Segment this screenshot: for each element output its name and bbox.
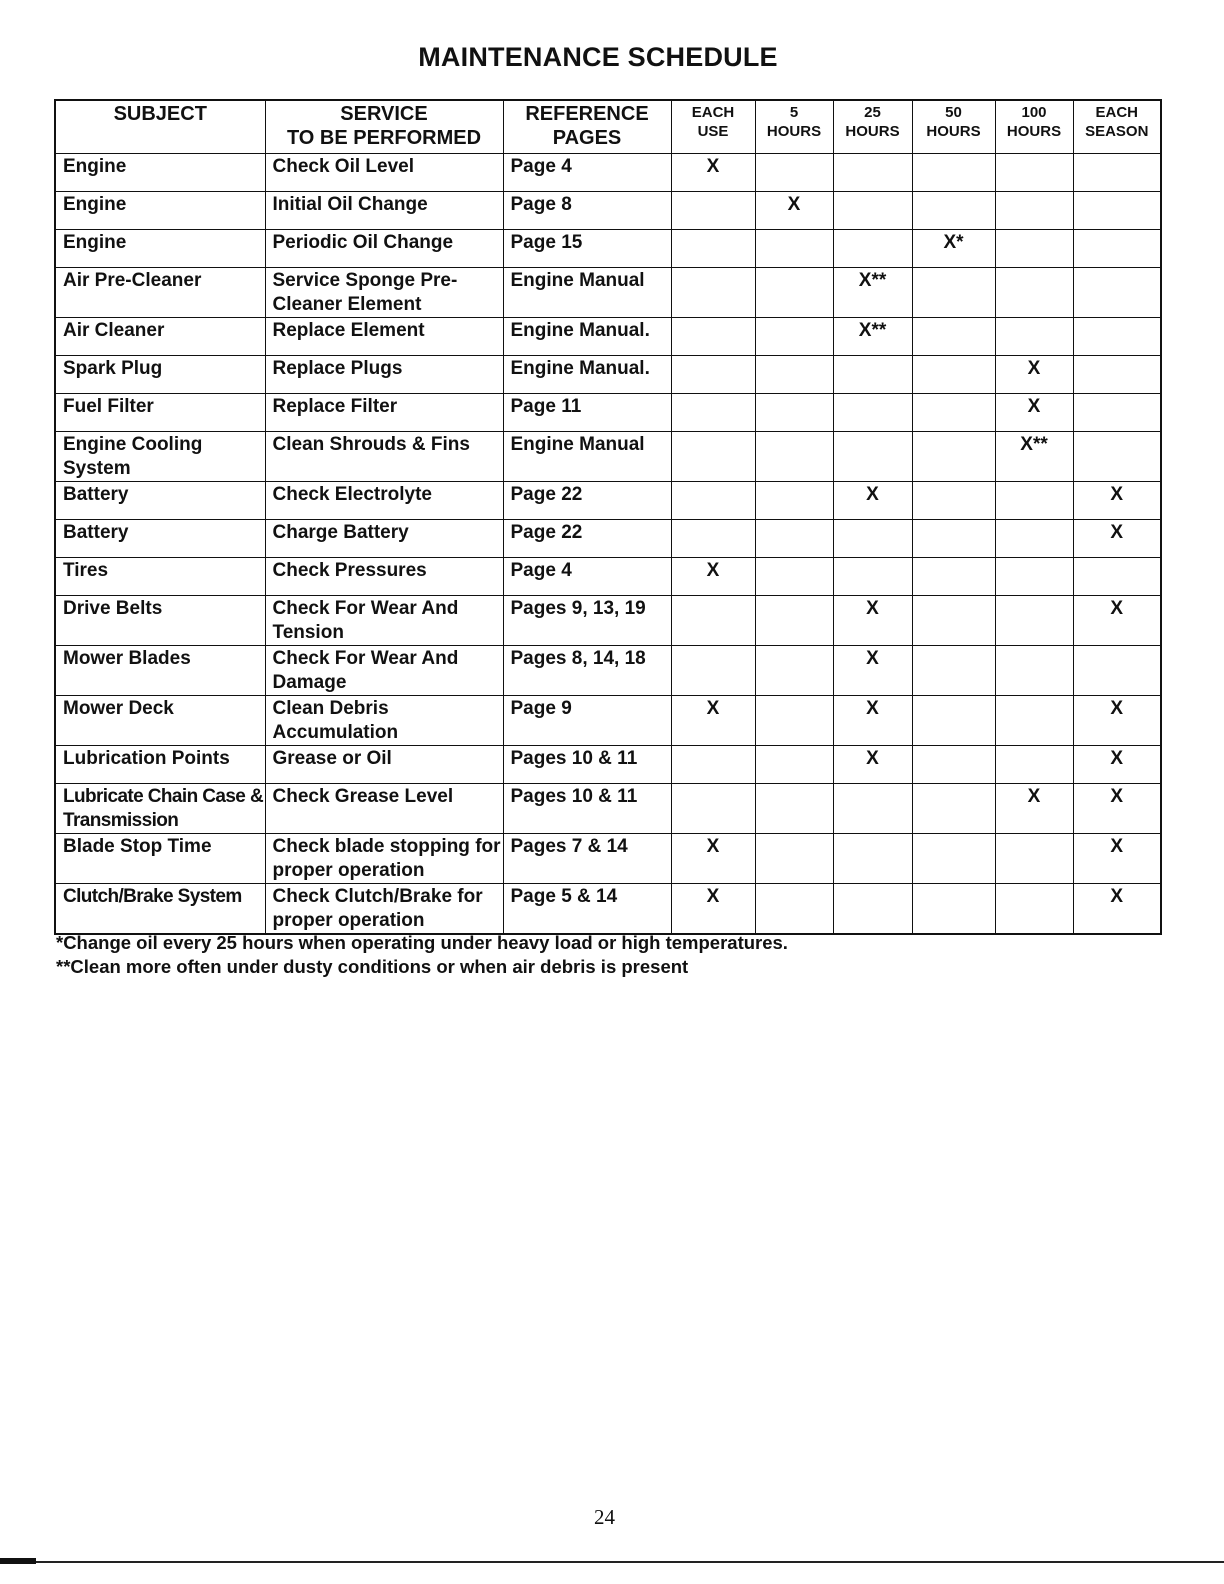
cell-h50 xyxy=(912,318,995,356)
cell-h100: X xyxy=(995,784,1073,834)
cell-h50 xyxy=(912,520,995,558)
cell-subject: Air Cleaner xyxy=(55,318,265,356)
cell-reference: Page 5 & 14 xyxy=(503,884,671,935)
cell-each-use xyxy=(671,596,755,646)
cell-each-use xyxy=(671,230,755,268)
cell-each-use xyxy=(671,356,755,394)
cell-h5: X xyxy=(755,192,833,230)
cell-h25 xyxy=(833,154,912,192)
header-25-hours-line1: 25 xyxy=(864,104,881,121)
table-row xyxy=(55,154,1161,192)
table-row xyxy=(55,596,1161,646)
table-row xyxy=(55,268,1161,318)
cell-h50 xyxy=(912,784,995,834)
cell-h50 xyxy=(912,558,995,596)
header-100-hours-line1: 100 xyxy=(1021,104,1047,121)
cell-service: Grease or Oil xyxy=(265,746,503,784)
cell-each-season xyxy=(1073,432,1161,482)
cell-h25: X xyxy=(833,596,912,646)
header-5-hours-line2: HOURS xyxy=(766,123,822,140)
header-50-hours xyxy=(912,100,995,154)
table-row xyxy=(55,696,1161,746)
cell-h25 xyxy=(833,432,912,482)
cell-h100 xyxy=(995,596,1073,646)
cell-reference: Engine Manual xyxy=(503,268,671,318)
cell-service: Check Pressures xyxy=(265,558,503,596)
cell-subject: Spark Plug xyxy=(55,356,265,394)
table-row xyxy=(55,784,1161,834)
header-service-line2: TO BE PERFORMED xyxy=(286,127,482,149)
cell-each-use xyxy=(671,192,755,230)
table-row xyxy=(55,356,1161,394)
table-row xyxy=(55,520,1161,558)
cell-h100 xyxy=(995,192,1073,230)
cell-each-use: X xyxy=(671,884,755,935)
table-row xyxy=(55,318,1161,356)
table-row xyxy=(55,646,1161,696)
cell-reference: Pages 10 & 11 xyxy=(503,784,671,834)
cell-reference: Page 4 xyxy=(503,558,671,596)
header-reference-line2: PAGES xyxy=(552,127,622,149)
footnote-dusty-conditions: **Clean more often under dusty conditions or when air debris is present xyxy=(56,956,689,977)
cell-h100 xyxy=(995,834,1073,884)
cell-service: Clean Debris Accumulation xyxy=(265,696,503,746)
cell-h25 xyxy=(833,834,912,884)
cell-each-season: X xyxy=(1073,784,1161,834)
cell-h50 xyxy=(912,884,995,935)
cell-h100 xyxy=(995,646,1073,696)
header-each-use-line1: EACH xyxy=(691,104,735,121)
cell-h25: X xyxy=(833,696,912,746)
cell-h50 xyxy=(912,596,995,646)
footnotes xyxy=(56,931,788,979)
cell-h25: X xyxy=(833,482,912,520)
cell-h25: X** xyxy=(833,268,912,318)
cell-reference: Engine Manual. xyxy=(503,318,671,356)
cell-h100 xyxy=(995,520,1073,558)
cell-subject: Battery xyxy=(55,520,265,558)
cell-h25 xyxy=(833,884,912,935)
cell-service: Replace Element xyxy=(265,318,503,356)
cell-subject: Lubricate Chain Case & Transmission xyxy=(55,784,265,834)
cell-h5 xyxy=(755,394,833,432)
cell-h50 xyxy=(912,432,995,482)
cell-reference: Pages 8, 14, 18 xyxy=(503,646,671,696)
cell-each-use: X xyxy=(671,154,755,192)
cell-h100 xyxy=(995,230,1073,268)
header-service-line1: SERVICE xyxy=(340,103,428,125)
cell-each-use xyxy=(671,520,755,558)
page-number: 24 xyxy=(594,1505,615,1529)
cell-reference: Engine Manual xyxy=(503,432,671,482)
cell-h5 xyxy=(755,230,833,268)
cell-service: Check Clutch/Brake for proper operation xyxy=(265,884,503,935)
cell-each-season: X xyxy=(1073,520,1161,558)
cell-reference: Page 8 xyxy=(503,192,671,230)
cell-reference: Engine Manual. xyxy=(503,356,671,394)
bottom-rule-mark xyxy=(0,1558,36,1564)
cell-h5 xyxy=(755,746,833,784)
cell-h50 xyxy=(912,834,995,884)
cell-service: Replace Plugs xyxy=(265,356,503,394)
cell-reference: Page 11 xyxy=(503,394,671,432)
cell-each-use xyxy=(671,318,755,356)
cell-h5 xyxy=(755,558,833,596)
table-row xyxy=(55,230,1161,268)
cell-subject: Battery xyxy=(55,482,265,520)
cell-h100 xyxy=(995,318,1073,356)
cell-each-season xyxy=(1073,646,1161,696)
cell-h5 xyxy=(755,356,833,394)
cell-h50 xyxy=(912,268,995,318)
cell-h5 xyxy=(755,520,833,558)
cell-h50 xyxy=(912,192,995,230)
cell-each-use xyxy=(671,394,755,432)
cell-service: Check For Wear And Damage xyxy=(265,646,503,696)
header-row xyxy=(55,100,1161,154)
cell-reference: Pages 7 & 14 xyxy=(503,834,671,884)
cell-service: Initial Oil Change xyxy=(265,192,503,230)
cell-each-use xyxy=(671,784,755,834)
cell-h5 xyxy=(755,646,833,696)
cell-h100 xyxy=(995,482,1073,520)
cell-subject: Tires xyxy=(55,558,265,596)
cell-subject: Engine xyxy=(55,192,265,230)
cell-each-season xyxy=(1073,356,1161,394)
cell-service: Periodic Oil Change xyxy=(265,230,503,268)
cell-reference: Pages 10 & 11 xyxy=(503,746,671,784)
cell-h25: X** xyxy=(833,318,912,356)
header-each-use xyxy=(671,100,755,154)
cell-reference: Page 15 xyxy=(503,230,671,268)
cell-each-season xyxy=(1073,318,1161,356)
cell-each-use: X xyxy=(671,834,755,884)
cell-subject: Blade Stop Time xyxy=(55,834,265,884)
header-each-season-line2: SEASON xyxy=(1085,123,1149,140)
cell-each-season: X xyxy=(1073,596,1161,646)
table-row xyxy=(55,746,1161,784)
cell-h100 xyxy=(995,558,1073,596)
cell-h100 xyxy=(995,746,1073,784)
cell-h25 xyxy=(833,394,912,432)
cell-h50 xyxy=(912,696,995,746)
cell-service: Check Electrolyte xyxy=(265,482,503,520)
cell-each-use xyxy=(671,746,755,784)
header-25-hours xyxy=(833,100,912,154)
cell-h100 xyxy=(995,884,1073,935)
header-subject-label: SUBJECT xyxy=(113,103,207,125)
schedule-body xyxy=(55,154,1161,935)
cell-reference: Page 22 xyxy=(503,520,671,558)
cell-each-season xyxy=(1073,558,1161,596)
cell-h50: X* xyxy=(912,230,995,268)
cell-h100: X xyxy=(995,394,1073,432)
cell-h5 xyxy=(755,834,833,884)
cell-h50 xyxy=(912,746,995,784)
header-100-hours-line2: HOURS xyxy=(1006,123,1062,140)
cell-subject: Engine Cooling System xyxy=(55,432,265,482)
cell-reference: Pages 9, 13, 19 xyxy=(503,596,671,646)
cell-subject: Lubrication Points xyxy=(55,746,265,784)
cell-h25 xyxy=(833,230,912,268)
table-row xyxy=(55,558,1161,596)
cell-service: Check For Wear And Tension xyxy=(265,596,503,646)
cell-h100: X** xyxy=(995,432,1073,482)
header-each-use-line2: USE xyxy=(697,123,729,140)
cell-each-season xyxy=(1073,394,1161,432)
cell-subject: Clutch/Brake System xyxy=(55,884,265,935)
cell-subject: Engine xyxy=(55,154,265,192)
header-reference xyxy=(503,100,671,154)
cell-h25 xyxy=(833,192,912,230)
bottom-rule xyxy=(0,1561,1224,1563)
cell-subject: Engine xyxy=(55,230,265,268)
header-reference-line1: REFERENCE xyxy=(525,103,649,125)
cell-h100 xyxy=(995,154,1073,192)
cell-subject: Mower Blades xyxy=(55,646,265,696)
cell-reference: Page 22 xyxy=(503,482,671,520)
cell-h5 xyxy=(755,784,833,834)
cell-h50 xyxy=(912,482,995,520)
cell-h25 xyxy=(833,784,912,834)
cell-service: Service Sponge Pre-Cleaner Element xyxy=(265,268,503,318)
cell-subject: Drive Belts xyxy=(55,596,265,646)
cell-each-season: X xyxy=(1073,482,1161,520)
cell-h5 xyxy=(755,432,833,482)
header-50-hours-line1: 50 xyxy=(945,104,962,121)
cell-service: Charge Battery xyxy=(265,520,503,558)
header-each-season-line1: EACH xyxy=(1095,104,1138,121)
cell-h50 xyxy=(912,154,995,192)
footnote-oil-change: *Change oil every 25 hours when operating under heavy load or high temperatures. xyxy=(56,932,788,953)
cell-subject: Air Pre-Cleaner xyxy=(55,268,265,318)
cell-each-season: X xyxy=(1073,884,1161,935)
cell-each-use xyxy=(671,482,755,520)
cell-h5 xyxy=(755,318,833,356)
cell-each-season xyxy=(1073,268,1161,318)
table-row xyxy=(55,834,1161,884)
cell-h5 xyxy=(755,884,833,935)
table-row xyxy=(55,884,1161,935)
cell-each-use: X xyxy=(671,696,755,746)
cell-service: Replace Filter xyxy=(265,394,503,432)
cell-h25 xyxy=(833,520,912,558)
cell-each-season xyxy=(1073,192,1161,230)
cell-each-use: X xyxy=(671,558,755,596)
cell-each-use xyxy=(671,268,755,318)
header-25-hours-line2: HOURS xyxy=(845,123,900,140)
cell-subject: Mower Deck xyxy=(55,696,265,746)
cell-each-season: X xyxy=(1073,834,1161,884)
cell-h25: X xyxy=(833,646,912,696)
cell-h50 xyxy=(912,356,995,394)
cell-reference: Page 9 xyxy=(503,696,671,746)
cell-each-season xyxy=(1073,154,1161,192)
header-5-hours xyxy=(755,100,833,154)
cell-h25 xyxy=(833,356,912,394)
header-50-hours-line2: HOURS xyxy=(926,123,981,140)
header-each-season xyxy=(1073,100,1161,154)
table-row xyxy=(55,482,1161,520)
header-subject xyxy=(55,100,265,154)
cell-each-season: X xyxy=(1073,696,1161,746)
cell-h5 xyxy=(755,596,833,646)
cell-h50 xyxy=(912,394,995,432)
cell-service: Check blade stopping for proper operation xyxy=(265,834,503,884)
cell-each-season: X xyxy=(1073,746,1161,784)
header-service xyxy=(265,100,503,154)
cell-service: Check Grease Level xyxy=(265,784,503,834)
cell-each-season xyxy=(1073,230,1161,268)
cell-h5 xyxy=(755,154,833,192)
cell-service: Check Oil Level xyxy=(265,154,503,192)
cell-h5 xyxy=(755,696,833,746)
cell-reference: Page 4 xyxy=(503,154,671,192)
cell-subject: Fuel Filter xyxy=(55,394,265,432)
cell-h25 xyxy=(833,558,912,596)
cell-h100: X xyxy=(995,356,1073,394)
cell-h5 xyxy=(755,482,833,520)
cell-service: Clean Shrouds & Fins xyxy=(265,432,503,482)
cell-h100 xyxy=(995,696,1073,746)
table-row xyxy=(55,394,1161,432)
maintenance-schedule-table xyxy=(54,99,1162,935)
cell-h5 xyxy=(755,268,833,318)
header-100-hours xyxy=(995,100,1073,154)
page-title: MAINTENANCE SCHEDULE xyxy=(418,42,778,72)
cell-h100 xyxy=(995,268,1073,318)
cell-each-use xyxy=(671,432,755,482)
cell-h50 xyxy=(912,646,995,696)
cell-h25: X xyxy=(833,746,912,784)
cell-each-use xyxy=(671,646,755,696)
header-5-hours-line1: 5 xyxy=(789,104,799,121)
table-row xyxy=(55,432,1161,482)
table-row xyxy=(55,192,1161,230)
